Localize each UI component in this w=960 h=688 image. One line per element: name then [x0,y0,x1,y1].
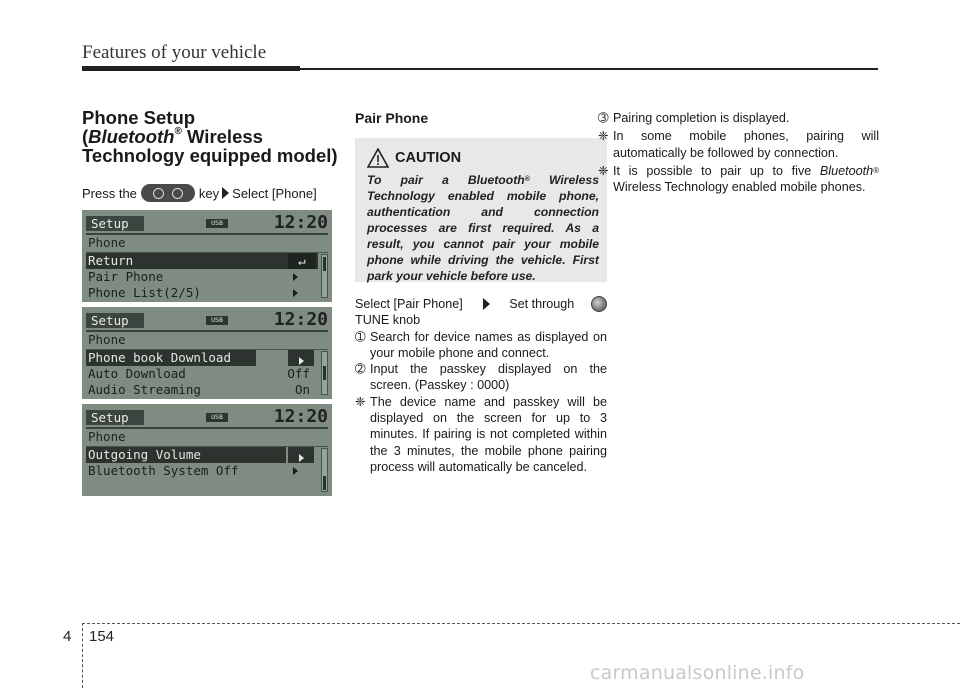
step-1: ➀ Search for device names as displayed on your mobile phone and connect. [355,329,607,360]
select-instruction: Select [Pair Phone] Set through [355,296,607,312]
section-title-line1: Phone Setup [82,107,196,128]
return-icon: ↵ [288,253,316,269]
scrollbar-thumb[interactable] [323,257,326,271]
audio-streaming-value: On [294,382,310,397]
setup-key-icon [141,184,195,202]
note-five-phones: ❈ It is possible to pair up to five Bluetooth® Wireless Technology enabled mobile phones. [598,163,880,195]
chevron-right-icon [288,447,314,463]
screen-submenu-title: Phone [88,235,126,250]
arrow-right-icon [222,187,229,199]
chevron-right-icon [293,269,298,285]
menu-item-outgoing-volume[interactable]: Outgoing Volume [86,447,286,463]
page-header-title: Features of your vehicle [82,42,267,63]
screen-status-bar [82,311,332,329]
tune-knob-icon [591,296,607,312]
note-passkey-timeout: ❈ The device name and passkey will be displayed on the screen for up to 3 minutes. If pairing is not completed within the 3 minutes, the mobile phone pairing process will automatically be canceled. [355,394,607,474]
usb-badge: USB [206,219,228,228]
screen-setup-label: Setup [86,410,144,425]
header-rule-thin [300,68,878,70]
phone-setup-screen-3 [82,404,332,496]
registered-mark: ® [524,176,530,183]
press-prefix: Press the [82,185,137,201]
menu-item-phonebook-download[interactable]: Phone book Download [86,350,256,366]
screen-clock: 12:20 [273,309,328,330]
gear-icon [153,188,164,199]
header-rule-thick [82,66,300,71]
auto-download-value: Off [287,366,310,381]
step-3: ➂ Pairing completion is displayed. [598,111,790,125]
screen-clock: 12:20 [273,212,328,233]
phone-setup-screen-2 [82,307,332,399]
watermark: carmanualsonline.info [590,662,805,684]
screen-clock: 12:20 [273,406,328,427]
footer-rule [82,623,960,624]
tune-knob-label: TUNE knob [355,313,421,328]
menu-item-auto-download[interactable]: Auto Download Off [88,366,310,381]
pair-phone-instructions [355,296,607,475]
screen-submenu-title: Phone [88,332,126,347]
section-title [82,108,342,165]
caution-title [367,148,599,168]
title-registered-mark: ® [174,126,182,137]
chevron-right-icon [288,350,314,366]
menu-item-pair-phone[interactable]: Pair Phone [86,269,318,285]
step-2: ➁ Input the passkey displayed on the screen. (Passkey : 0000) [355,362,607,393]
chevron-right-icon [293,463,298,479]
screen-submenu-title: Phone [88,429,126,444]
caution-label: CAUTION [395,150,462,166]
menu-item-phone-list[interactable]: Phone List(2/5) [86,285,318,301]
section-title-line2 [82,127,342,146]
scrollbar[interactable] [321,351,328,395]
menu-item-audio-streaming[interactable]: Audio Streaming On [88,382,310,397]
menu-item-return[interactable]: Return ↵ [86,253,318,269]
press-instruction [82,184,317,202]
footer-divider [82,623,83,688]
press-select: Select [Phone] [232,185,317,201]
arrow-right-icon [483,298,490,310]
chapter-number: 4 [63,628,72,645]
warning-icon [367,148,389,168]
usb-badge: USB [206,316,228,325]
scrollbar[interactable] [321,254,328,298]
screen-setup-label: Setup [86,313,144,328]
registered-mark: ® [873,165,880,175]
clock-icon [172,188,183,199]
phone-setup-screen-1 [82,210,332,302]
title-paren: ( [82,126,89,147]
menu-item-bluetooth-system-off[interactable]: Bluetooth System Off [86,463,318,479]
screen-status-bar [82,214,332,232]
screen-setup-label: Setup [86,216,144,231]
screen-status-bar [82,408,332,426]
scrollbar-thumb[interactable] [323,366,326,380]
note-auto-connection: ❈ In some mobile phones, pairing will automatically be followed by connection. [598,129,879,160]
scrollbar[interactable] [321,448,328,492]
caution-box [355,138,607,282]
page-number: 154 [89,628,115,645]
usb-badge: USB [206,413,228,422]
title-bluetooth: Bluetooth [88,126,175,147]
title-wireless: Wireless [181,126,263,147]
pair-phone-heading: Pair Phone [355,110,429,126]
scrollbar-thumb[interactable] [323,476,326,490]
section-title-line3: Technology equipped model) [82,145,338,166]
chevron-right-icon [293,285,298,301]
pairing-notes [598,110,879,197]
caution-text: To pair a Bluetooth® Wireless Technology enabled mobile phone, authentication and connection processes are first required. As a result, you cannot pair your mobile phone while driving the vehicle. First park your vehicle before use. [367,173,599,283]
press-key-word: key [198,185,220,201]
